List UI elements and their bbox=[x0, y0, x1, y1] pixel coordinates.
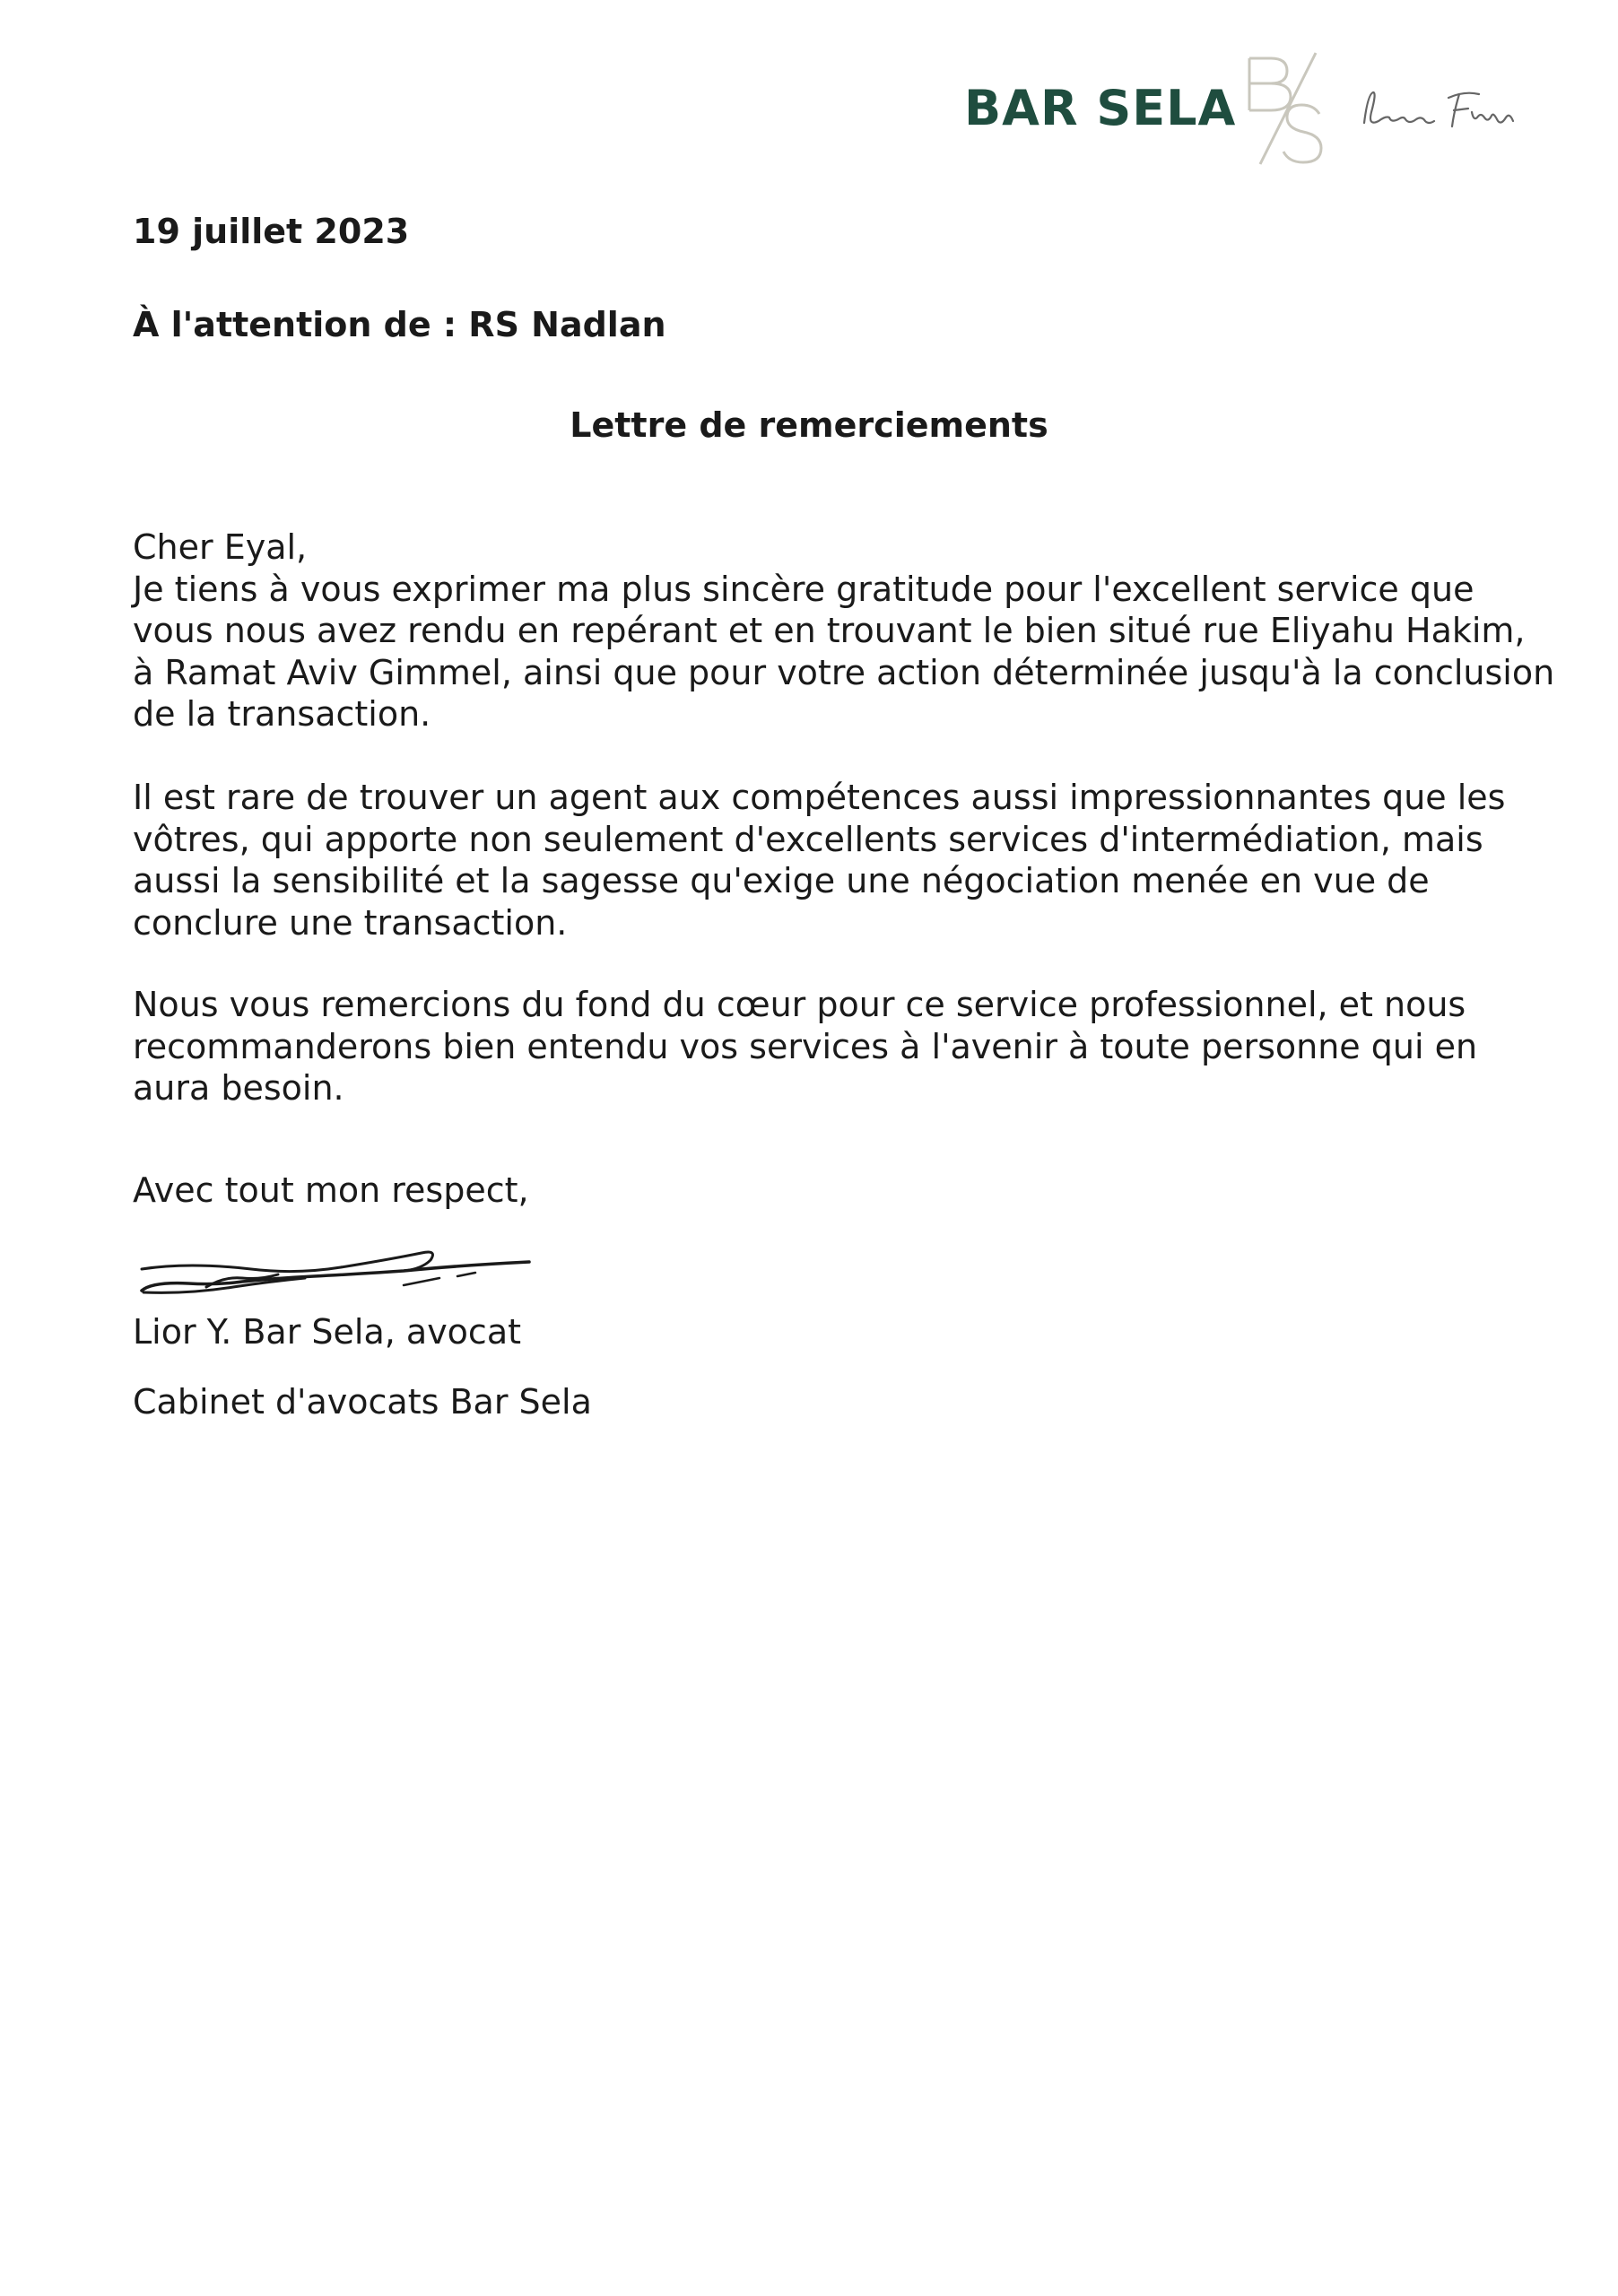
closing: Avec tout mon respect, bbox=[133, 1170, 529, 1210]
greeting: Cher Eyal, bbox=[133, 527, 308, 567]
letter-date: 19 juillet 2023 bbox=[133, 212, 410, 251]
paragraph-line: aura besoin. bbox=[133, 1068, 344, 1108]
signer-name: Lior Y. Bar Sela, avocat bbox=[133, 1312, 522, 1352]
firm-logo bbox=[964, 49, 1520, 170]
logo-script-icon bbox=[1359, 76, 1520, 139]
paragraph-line: Nous vous remercions du fond du cœur pour ce service professionnel, et nous bbox=[133, 985, 1466, 1024]
paragraph-1 bbox=[133, 526, 1555, 735]
signature-icon bbox=[135, 1242, 538, 1305]
paragraph-line: Je tiens à vous exprimer ma plus sincère gratitude pour l'excellent service que bbox=[133, 569, 1474, 609]
paragraph-3 bbox=[133, 984, 1532, 1109]
letter-subject: Lettre de remerciements bbox=[570, 405, 1048, 445]
firm-name: Cabinet d'avocats Bar Sela bbox=[133, 1382, 592, 1422]
paragraph-line: Il est rare de trouver un agent aux compétences aussi impressionnantes que les bbox=[133, 778, 1506, 817]
logo-name: BAR SELA bbox=[964, 80, 1237, 136]
paragraph-line: vous nous avez rendu en repérant et en trouvant le bien situé rue Eliyahu Hakim, bbox=[133, 611, 1526, 650]
paragraph-line: de la transaction. bbox=[133, 694, 431, 734]
paragraph-line: recommanderons bien entendu vos services à l'avenir à toute personne qui en bbox=[133, 1026, 1478, 1066]
paragraph-line: vôtres, qui apporte non seulement d'excellents services d'intermédiation, mais bbox=[133, 819, 1483, 859]
attention-line: À l'attention de : RS Nadlan bbox=[133, 305, 666, 344]
paragraph-line: conclure une transaction. bbox=[133, 902, 568, 943]
logo-monogram-icon bbox=[1233, 51, 1341, 168]
paragraph-2 bbox=[133, 777, 1532, 944]
paragraph-line: aussi la sensibilité et la sagesse qu'exige une négociation menée en vue de bbox=[133, 861, 1430, 900]
paragraph-line: à Ramat Aviv Gimmel, ainsi que pour votre action déterminée jusqu'à la conclusion bbox=[133, 652, 1555, 692]
